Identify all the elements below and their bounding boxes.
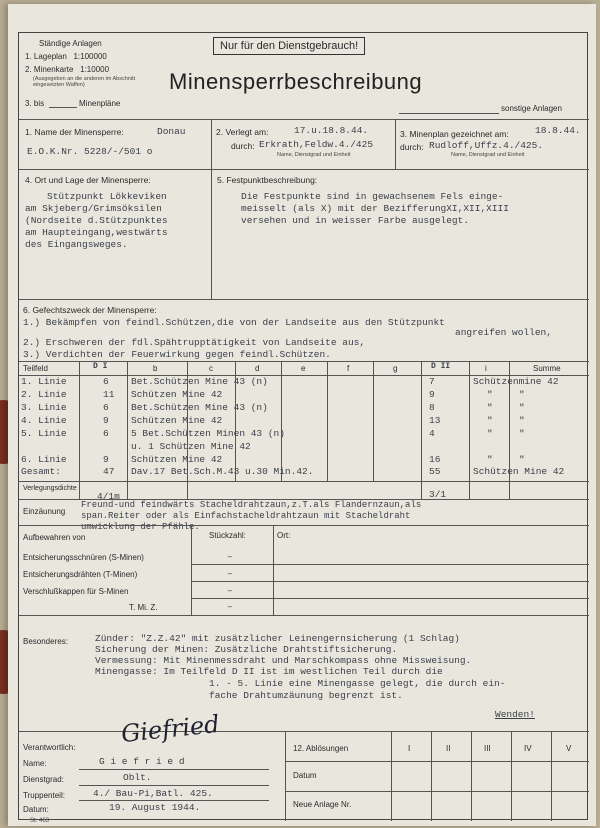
th-i: i xyxy=(485,364,487,373)
storage-count-1: – xyxy=(227,551,233,562)
storage-count-3: – xyxy=(227,585,233,596)
storage-count-2: – xyxy=(227,568,233,579)
special-line-2: Sicherung der Minen: Zusätzliche Drahtstiftsicherung. xyxy=(95,644,398,655)
date-label: Datum: xyxy=(23,805,49,814)
storage-label: Aufbewahren von xyxy=(23,533,86,542)
th-f: f xyxy=(347,364,350,373)
roman-3: III xyxy=(484,744,491,753)
cell-k: " xyxy=(519,402,525,413)
document-sheet xyxy=(8,4,596,826)
cell-summe: " xyxy=(487,402,493,413)
storage-place-label: Ort: xyxy=(277,531,291,540)
header-note: (Ausgegeben an die anderen im Abschnitt eingesetzten Waffen) xyxy=(33,76,136,88)
special-line-1: Zünder: "Z.Z.42" mit zusätzlicher Leinengernsicherung (1 Schlag) xyxy=(95,633,460,644)
unit-value: 4./ Bau-Pi,Batl. 425. xyxy=(93,788,213,799)
cell-d1: 9 xyxy=(103,454,109,465)
verlegt-date: 17.u.18.8.44. xyxy=(294,125,369,136)
rank-label: Dienstgrad: xyxy=(23,775,64,784)
th-d: d xyxy=(255,364,260,373)
cell-d1: 6 xyxy=(103,376,109,387)
cell-summe: " xyxy=(487,454,493,465)
sperre-name-label: 1. Name der Minensperre: xyxy=(25,127,124,137)
cell-mine-type: Schützen Mine 42 xyxy=(131,415,223,426)
header-other: sonstige Anlagen xyxy=(501,104,562,113)
density-d2: 3/1 xyxy=(429,489,447,500)
cell-mine-type: Bet.Schützen Mine 43 (n) xyxy=(131,402,268,413)
storage-item-3: Verschlußkappen für S-Minen xyxy=(23,587,129,596)
header-lageplan: 1. Lageplan 1:100000 xyxy=(25,52,107,61)
plan-by: Rudloff,Uffz.4./425. xyxy=(429,140,544,151)
signature: Giefried xyxy=(119,709,221,749)
total-d1: 47 xyxy=(103,466,115,477)
special-line-5: 1. - 5. Linie eine Minengasse gelegt, die durch ein- xyxy=(209,678,506,689)
density-d1: 4/1m xyxy=(97,491,120,502)
roman-4: IV xyxy=(524,744,532,753)
roman-1: I xyxy=(408,744,411,753)
th-teilfeld: Teilfeld xyxy=(23,364,48,373)
fence-label: Einzäunung xyxy=(23,507,66,516)
th-g: g xyxy=(393,364,398,373)
cell-teilfeld: 6. Linie xyxy=(21,454,67,465)
roman-2: II xyxy=(446,744,451,753)
ort-label: 4. Ort und Lage der Minensperre: xyxy=(25,175,151,185)
cell-d2: 16 xyxy=(429,454,441,465)
unit-label: Truppenteil: xyxy=(23,791,65,800)
name-value: G i e f r i e d xyxy=(99,756,185,767)
storage-item-1: Entsicherungsschnüren (S-Minen) xyxy=(23,553,144,562)
cell-mine-type: Schützen Mine 42 xyxy=(131,454,223,465)
cell-d2: 7 xyxy=(429,376,435,387)
storage-item-2: Entsicherungsdrähten (T-Minen) xyxy=(23,570,138,579)
plan-by-label: durch: xyxy=(400,142,424,152)
zweck-line-1b: angreifen wollen, xyxy=(455,327,552,338)
cell-summe: Schützenmine 42 xyxy=(473,376,559,387)
cell-k: " xyxy=(519,454,525,465)
th-c: c xyxy=(209,364,213,373)
storage-count-4: – xyxy=(227,601,233,612)
resp-label: Verantwortlich: xyxy=(23,743,76,752)
total-detail: Dav.17 Bet.Sch.M.43 u.30 Min.42. xyxy=(131,466,314,477)
special-line-6: fache Drahtumzäunung begrenzt ist. xyxy=(209,690,403,701)
fest-line-3: versehen und in weisser Farbe ausgelegt. xyxy=(241,215,470,226)
name-label: Name: xyxy=(23,759,47,768)
datum-label: Datum xyxy=(293,771,317,780)
plan-label: 3. Minenplan gezeichnet am: xyxy=(400,129,509,139)
cell-teilfeld: 3. Linie xyxy=(21,402,67,413)
cell-d2: 9 xyxy=(429,389,435,400)
th-d1: D I xyxy=(93,362,108,371)
cell-d2: 4 xyxy=(429,428,435,439)
sperre-name: Donau xyxy=(157,126,186,137)
cell-teilfeld: 4. Linie xyxy=(21,415,67,426)
cell-d1: 6 xyxy=(103,428,109,439)
form-frame xyxy=(18,32,588,820)
special-line-3: Vermessung: Mit Minenmessdraht und Marschkompass ohne Missweisung. xyxy=(95,655,472,666)
wenden-note: Wenden! xyxy=(495,709,535,720)
total-label: Gesamt: xyxy=(21,466,61,477)
zweck-label: 6. Gefechtszweck der Minensperre: xyxy=(23,305,157,315)
cell-teilfeld: 5. Linie xyxy=(21,428,67,439)
cell-summe: " xyxy=(487,389,493,400)
verlegt-by-label: durch: xyxy=(231,141,255,151)
date-value: 19. August 1944. xyxy=(109,802,201,813)
rank-value: Oblt. xyxy=(123,772,152,783)
cell-summe: " xyxy=(487,428,493,439)
storage-count-label: Stückzahl: xyxy=(209,531,246,540)
cell-d1: 11 xyxy=(103,389,115,400)
fest-line-1: Die Festpunkte sind in gewachsenem Fels einge- xyxy=(241,191,504,202)
cell-mine-type: Bet.Schützen Mine 43 (n) xyxy=(131,376,268,387)
cell-d1: 9 xyxy=(103,415,109,426)
sperre-code: E.O.K.Nr. 5228/-/501 o xyxy=(27,146,153,157)
special-line-4: Minengasse: Im Teilfeld D II ist im westlichen Teil durch die xyxy=(95,666,443,677)
header-item3b: Minenpläne xyxy=(79,99,121,108)
restricted-stamp: Nur für den Dienstgebrauch! xyxy=(213,37,365,55)
cell-summe: " xyxy=(487,415,493,426)
ort-line-4: am Haupteingang,westwärts xyxy=(25,227,168,238)
zweck-line-2: 2.) Erschweren der fdl.Spähtrupptätigkeit von Landseite aus, xyxy=(23,337,366,348)
verlegt-by: Erkrath,Feldw.4./425 xyxy=(259,139,374,150)
page-title: Minensperrbeschreibung xyxy=(169,69,423,94)
fence-line-1: Freund-und feindwärts Stacheldrahtzaun,z.T.als Flandernzaun,als xyxy=(81,500,422,510)
cell-d1: 6 xyxy=(103,402,109,413)
plan-sub: Name, Dienstgrad und Einheit xyxy=(451,152,525,158)
header-minenkarte: 2. Minenkarte 1:10000 xyxy=(25,65,110,74)
ort-line-2: am Skjeberg/Grimsöksilen xyxy=(25,203,162,214)
cell-teilfeld: 1. Linie xyxy=(21,376,67,387)
th-d2: D II xyxy=(431,362,451,371)
th-summe: Summe xyxy=(533,364,561,373)
cell-d2: 8 xyxy=(429,402,435,413)
total-summe: Schützen Mine 42 xyxy=(473,466,565,477)
fest-line-2: meisselt (als X) mit der BezifferungXI,XII,XIII xyxy=(241,203,509,214)
fest-label: 5. Festpunktbeschreibung: xyxy=(217,175,318,185)
verlegt-sub: Name, Dienstgrad und Einheit xyxy=(277,152,351,158)
density-label: Verlegungsdichte xyxy=(23,485,77,492)
header-permanent: Ständige Anlagen xyxy=(39,39,102,48)
ablosung-label: 12. Ablösungen xyxy=(293,744,349,753)
ort-line-1: Stützpunkt Lökkeviken xyxy=(47,191,167,202)
th-b: b xyxy=(153,364,158,373)
cell-mine-type: Schützen Mine 42 xyxy=(131,389,223,400)
th-e: e xyxy=(301,364,306,373)
total-d2: 55 xyxy=(429,466,441,477)
fence-line-3: umwicklung der Pfähle. xyxy=(81,522,200,532)
fence-line-2: span.Reiter oder als Einfachstacheldrahtzaun mit Stacheldraht xyxy=(81,511,411,521)
ort-line-3: (Nordseite d.Stützpunktes xyxy=(25,215,168,226)
cell-d2: 13 xyxy=(429,415,441,426)
cell-k: " xyxy=(519,389,525,400)
storage-item-4: T. Mi. Z. xyxy=(129,603,158,612)
special-label: Besonderes: xyxy=(23,637,68,646)
zweck-line-1: 1.) Bekämpfen von feindl.Schützen,die von der Landseite aus den Stützpunkt xyxy=(23,317,445,328)
verlegt-label: 2. Verlegt am: xyxy=(216,127,269,137)
plan-date: 18.8.44. xyxy=(535,125,581,136)
form-code: St. 463 xyxy=(30,818,50,824)
cell-mine-type: 5 Bet.Schützen Minen 43 (n) xyxy=(131,428,285,439)
cell-mine-type: u. 1 Schützen Mine 42 xyxy=(131,441,251,452)
header-item3: 3. bis xyxy=(25,99,45,108)
cell-k: " xyxy=(519,415,525,426)
cell-k: " xyxy=(519,428,525,439)
roman-5: V xyxy=(566,744,572,753)
ort-line-5: des Eingangsweges. xyxy=(25,239,128,250)
zweck-line-3: 3.) Verdichten der Feuerwirkung gegen feindl.Schützen. xyxy=(23,349,331,360)
neue-anlage-label: Neue Anlage Nr. xyxy=(293,800,352,809)
cell-teilfeld: 2. Linie xyxy=(21,389,67,400)
